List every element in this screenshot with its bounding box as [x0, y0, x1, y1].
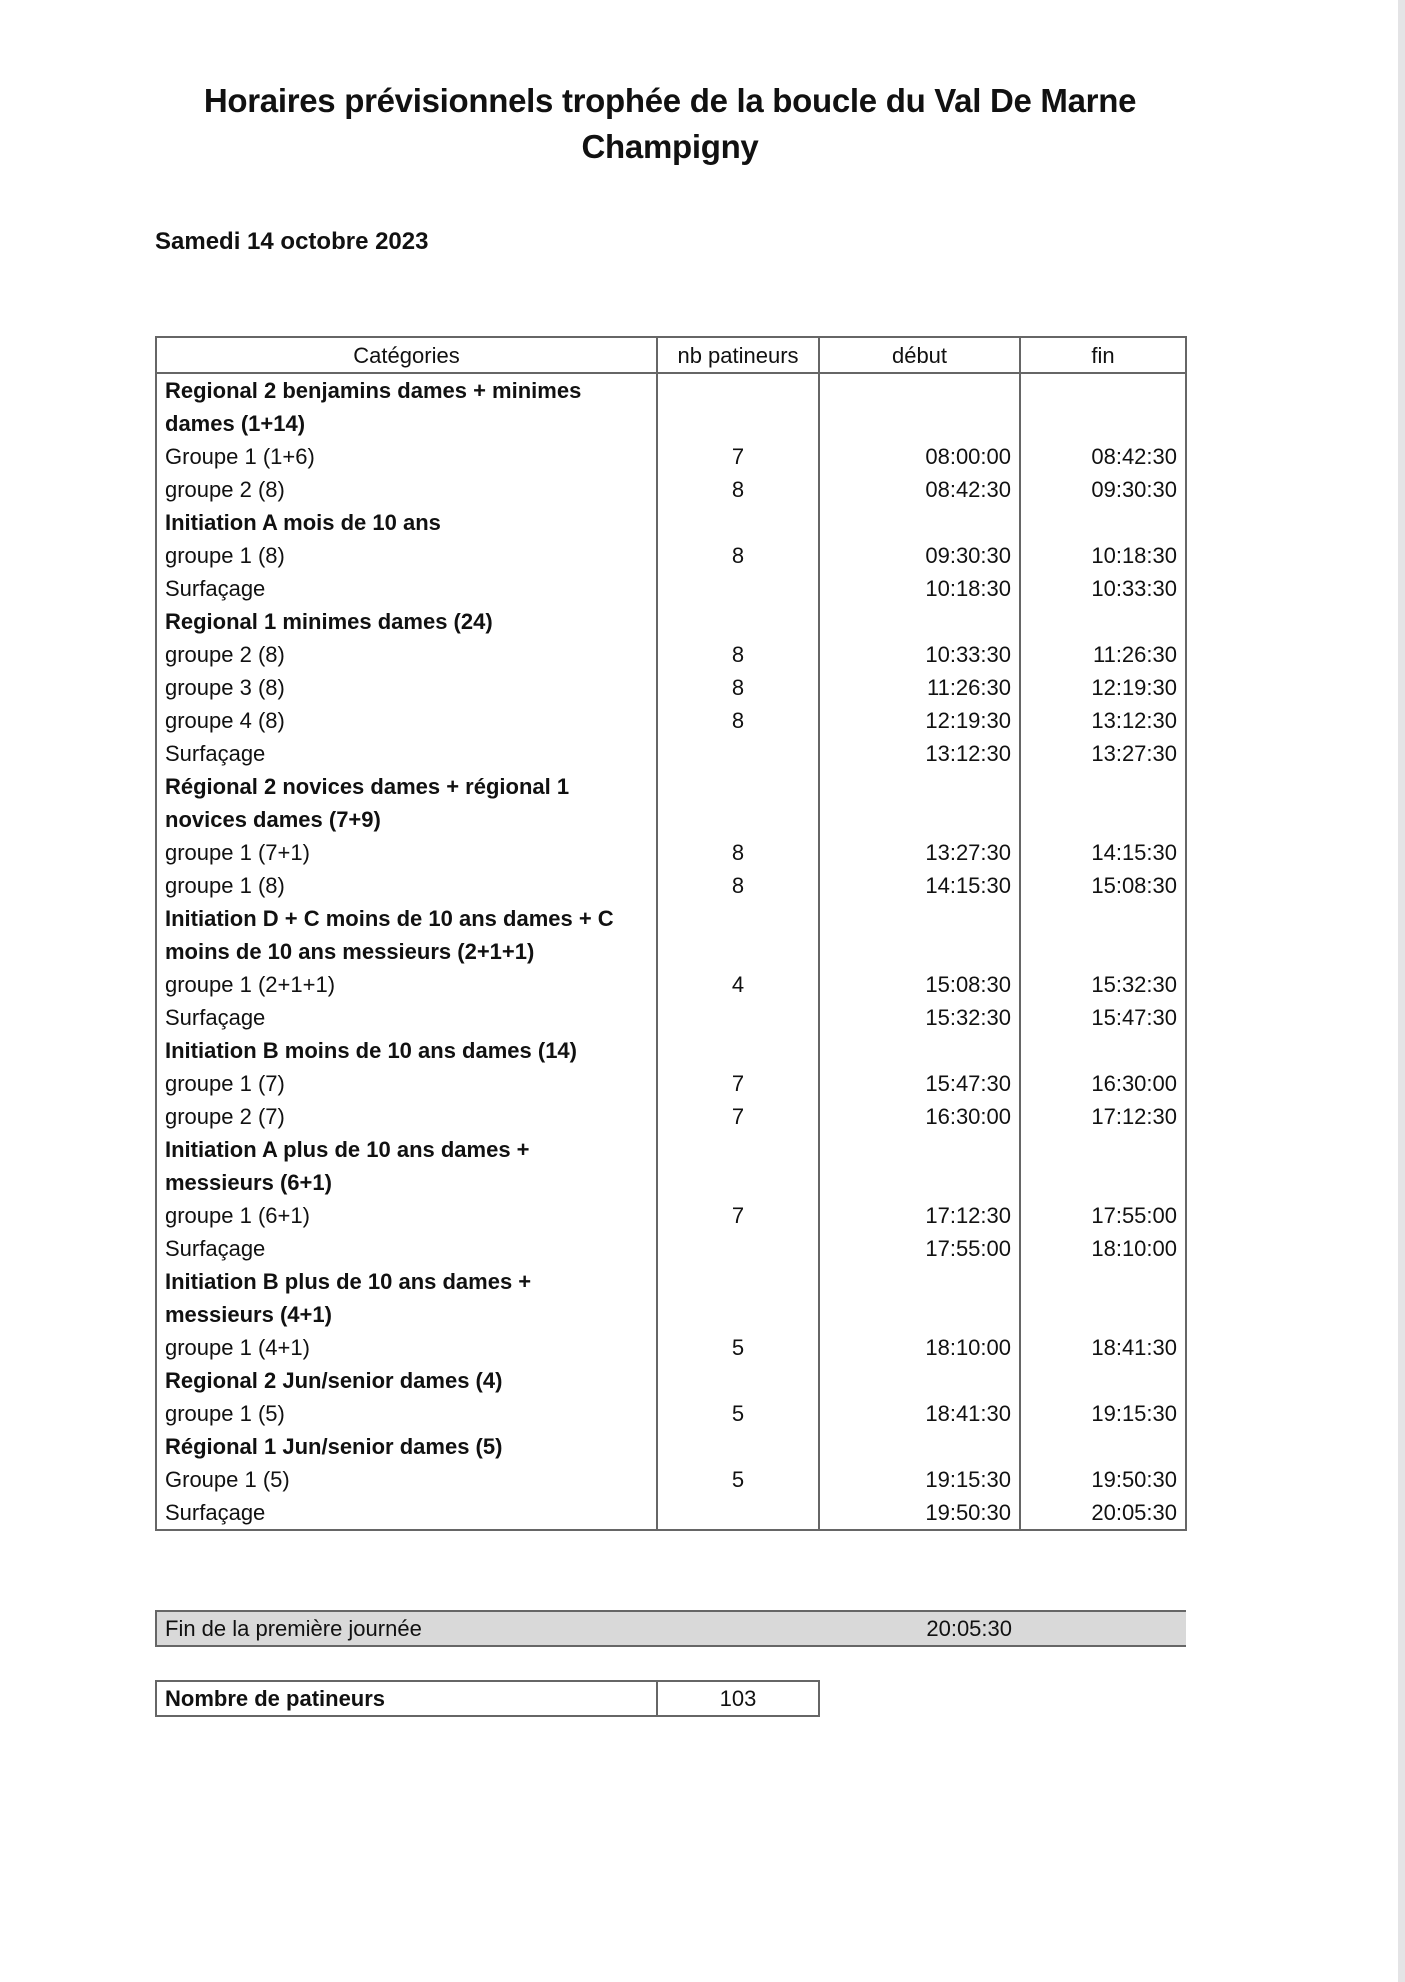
category-cell: Initiation D + C moins de 10 ans dames + C	[156, 902, 657, 935]
nb-patineurs-cell: 8	[657, 473, 819, 506]
debut-cell	[819, 935, 1020, 968]
total-value: 103	[657, 1681, 819, 1716]
category-heading-row	[156, 770, 1186, 803]
nb-patineurs-cell: 4	[657, 968, 819, 1001]
fin-cell: 15:47:30	[1020, 1001, 1186, 1034]
nb-patineurs-cell	[657, 572, 819, 605]
category-cell: Groupe 1 (5)	[156, 1463, 657, 1496]
group-row	[156, 671, 1186, 704]
group-row	[156, 1331, 1186, 1364]
group-row	[156, 1100, 1186, 1133]
group-row	[156, 473, 1186, 506]
header-nb-patineurs: nb patineurs	[657, 337, 819, 373]
group-row	[156, 638, 1186, 671]
nb-patineurs-cell	[657, 1166, 819, 1199]
category-heading-row	[156, 605, 1186, 638]
category-cell: messieurs (4+1)	[156, 1298, 657, 1331]
nb-patineurs-cell: 7	[657, 440, 819, 473]
fin-cell	[1020, 1298, 1186, 1331]
end-of-day-empty-2	[1020, 1611, 1186, 1646]
page-edge-strip	[1398, 0, 1405, 1982]
debut-cell	[819, 1298, 1020, 1331]
end-of-day-time: 20:05:30	[819, 1611, 1020, 1646]
debut-cell	[819, 1265, 1020, 1298]
nb-patineurs-cell: 5	[657, 1463, 819, 1496]
fin-cell	[1020, 373, 1186, 407]
debut-cell: 14:15:30	[819, 869, 1020, 902]
category-cell: Initiation B moins de 10 ans dames (14)	[156, 1034, 657, 1067]
fin-cell: 19:50:30	[1020, 1463, 1186, 1496]
fin-cell	[1020, 770, 1186, 803]
group-row	[156, 869, 1186, 902]
header-categories: Catégories	[156, 337, 657, 373]
fin-cell	[1020, 1166, 1186, 1199]
group-row	[156, 968, 1186, 1001]
category-cell: groupe 3 (8)	[156, 671, 657, 704]
nb-patineurs-cell	[657, 935, 819, 968]
debut-cell: 08:42:30	[819, 473, 1020, 506]
debut-cell	[819, 1034, 1020, 1067]
category-cell: groupe 1 (7+1)	[156, 836, 657, 869]
category-heading-row	[156, 1364, 1186, 1397]
category-cell: messieurs (6+1)	[156, 1166, 657, 1199]
category-cell: Surfaçage	[156, 737, 657, 770]
nb-patineurs-cell: 8	[657, 539, 819, 572]
nb-patineurs-cell	[657, 737, 819, 770]
debut-cell: 11:26:30	[819, 671, 1020, 704]
category-heading-row	[156, 373, 1186, 407]
surfacage-row	[156, 572, 1186, 605]
nb-patineurs-cell	[657, 770, 819, 803]
group-row	[156, 1397, 1186, 1430]
category-heading-row	[156, 1133, 1186, 1166]
nb-patineurs-cell: 7	[657, 1199, 819, 1232]
debut-cell	[819, 506, 1020, 539]
fin-cell: 11:26:30	[1020, 638, 1186, 671]
group-row	[156, 836, 1186, 869]
title-line-1: Horaires prévisionnels trophée de la boucle du Val De Marne	[203, 82, 1137, 119]
nb-patineurs-cell	[657, 1034, 819, 1067]
fin-cell	[1020, 1265, 1186, 1298]
category-heading-row	[156, 1166, 1186, 1199]
category-cell: Regional 2 benjamins dames + minimes	[156, 373, 657, 407]
nb-patineurs-cell: 8	[657, 638, 819, 671]
nb-patineurs-cell: 8	[657, 869, 819, 902]
nb-patineurs-cell	[657, 803, 819, 836]
category-cell: Regional 2 Jun/senior dames (4)	[156, 1364, 657, 1397]
fin-cell: 20:05:30	[1020, 1496, 1186, 1530]
debut-cell: 15:32:30	[819, 1001, 1020, 1034]
schedule-body	[156, 373, 1186, 1530]
schedule-table	[155, 336, 1187, 1531]
debut-cell: 13:27:30	[819, 836, 1020, 869]
fin-cell: 09:30:30	[1020, 473, 1186, 506]
end-of-day-empty	[657, 1611, 819, 1646]
category-cell: Groupe 1 (1+6)	[156, 440, 657, 473]
nb-patineurs-cell	[657, 605, 819, 638]
category-heading-row	[156, 803, 1186, 836]
nb-patineurs-cell	[657, 1430, 819, 1463]
nb-patineurs-cell: 5	[657, 1331, 819, 1364]
debut-cell	[819, 373, 1020, 407]
category-heading-row	[156, 407, 1186, 440]
category-cell: groupe 1 (8)	[156, 869, 657, 902]
debut-cell	[819, 407, 1020, 440]
category-cell: groupe 1 (8)	[156, 539, 657, 572]
category-cell: groupe 2 (8)	[156, 638, 657, 671]
total-table	[155, 1680, 820, 1717]
fin-cell: 10:33:30	[1020, 572, 1186, 605]
nb-patineurs-cell	[657, 902, 819, 935]
debut-cell: 15:08:30	[819, 968, 1020, 1001]
fin-cell: 18:41:30	[1020, 1331, 1186, 1364]
nb-patineurs-cell	[657, 1364, 819, 1397]
group-row	[156, 1199, 1186, 1232]
category-heading-row	[156, 935, 1186, 968]
category-cell: groupe 4 (8)	[156, 704, 657, 737]
header-debut: début	[819, 337, 1020, 373]
fin-cell: 13:27:30	[1020, 737, 1186, 770]
total-label: Nombre de patineurs	[156, 1681, 657, 1716]
debut-cell	[819, 770, 1020, 803]
debut-cell: 17:12:30	[819, 1199, 1020, 1232]
category-cell: Initiation B plus de 10 ans dames +	[156, 1265, 657, 1298]
surfacage-row	[156, 1496, 1186, 1530]
page-title	[155, 78, 1185, 170]
debut-cell: 10:18:30	[819, 572, 1020, 605]
debut-cell	[819, 1133, 1020, 1166]
debut-cell: 18:10:00	[819, 1331, 1020, 1364]
group-row	[156, 440, 1186, 473]
nb-patineurs-cell	[657, 373, 819, 407]
category-cell: Surfaçage	[156, 1496, 657, 1530]
category-heading-row	[156, 902, 1186, 935]
end-of-day-row	[156, 1611, 1186, 1646]
event-date: Samedi 14 octobre 2023	[155, 228, 429, 255]
category-cell: groupe 1 (7)	[156, 1067, 657, 1100]
fin-cell: 15:32:30	[1020, 968, 1186, 1001]
category-cell: Initiation A plus de 10 ans dames +	[156, 1133, 657, 1166]
debut-cell	[819, 1430, 1020, 1463]
category-cell: Initiation A mois de 10 ans	[156, 506, 657, 539]
nb-patineurs-cell	[657, 1298, 819, 1331]
debut-cell	[819, 902, 1020, 935]
debut-cell	[819, 803, 1020, 836]
surfacage-row	[156, 1001, 1186, 1034]
category-heading-row	[156, 1265, 1186, 1298]
debut-cell: 08:00:00	[819, 440, 1020, 473]
nb-patineurs-cell	[657, 506, 819, 539]
category-cell: groupe 1 (6+1)	[156, 1199, 657, 1232]
category-cell: Regional 1 minimes dames (24)	[156, 605, 657, 638]
category-heading-row	[156, 1430, 1186, 1463]
nb-patineurs-cell	[657, 407, 819, 440]
debut-cell: 10:33:30	[819, 638, 1020, 671]
group-row	[156, 1067, 1186, 1100]
fin-cell	[1020, 1364, 1186, 1397]
nb-patineurs-cell: 8	[657, 836, 819, 869]
fin-cell: 12:19:30	[1020, 671, 1186, 704]
category-cell: Surfaçage	[156, 1001, 657, 1034]
nb-patineurs-cell	[657, 1232, 819, 1265]
debut-cell: 09:30:30	[819, 539, 1020, 572]
debut-cell: 15:47:30	[819, 1067, 1020, 1100]
fin-cell	[1020, 407, 1186, 440]
category-cell: moins de 10 ans messieurs (2+1+1)	[156, 935, 657, 968]
debut-cell: 13:12:30	[819, 737, 1020, 770]
surfacage-row	[156, 737, 1186, 770]
debut-cell: 17:55:00	[819, 1232, 1020, 1265]
group-row	[156, 539, 1186, 572]
category-cell: groupe 1 (2+1+1)	[156, 968, 657, 1001]
title-line-2: Champigny	[581, 128, 759, 165]
end-of-day-table	[155, 1610, 1186, 1647]
debut-cell: 18:41:30	[819, 1397, 1020, 1430]
debut-cell: 16:30:00	[819, 1100, 1020, 1133]
fin-cell: 14:15:30	[1020, 836, 1186, 869]
debut-cell	[819, 1166, 1020, 1199]
nb-patineurs-cell: 8	[657, 671, 819, 704]
end-of-day-label: Fin de la première journée	[156, 1611, 657, 1646]
header-fin: fin	[1020, 337, 1186, 373]
fin-cell: 17:12:30	[1020, 1100, 1186, 1133]
nb-patineurs-cell: 7	[657, 1100, 819, 1133]
category-cell: novices dames (7+9)	[156, 803, 657, 836]
fin-cell: 18:10:00	[1020, 1232, 1186, 1265]
fin-cell	[1020, 902, 1186, 935]
category-cell: Surfaçage	[156, 1232, 657, 1265]
debut-cell	[819, 605, 1020, 638]
nb-patineurs-cell	[657, 1133, 819, 1166]
nb-patineurs-cell: 7	[657, 1067, 819, 1100]
category-cell: groupe 2 (7)	[156, 1100, 657, 1133]
debut-cell	[819, 1364, 1020, 1397]
category-cell: groupe 2 (8)	[156, 473, 657, 506]
category-heading-row	[156, 506, 1186, 539]
nb-patineurs-cell	[657, 1496, 819, 1530]
fin-cell	[1020, 1430, 1186, 1463]
fin-cell: 17:55:00	[1020, 1199, 1186, 1232]
fin-cell: 15:08:30	[1020, 869, 1186, 902]
fin-cell: 10:18:30	[1020, 539, 1186, 572]
debut-cell: 19:50:30	[819, 1496, 1020, 1530]
category-heading-row	[156, 1034, 1186, 1067]
category-cell: groupe 1 (4+1)	[156, 1331, 657, 1364]
fin-cell	[1020, 803, 1186, 836]
fin-cell: 08:42:30	[1020, 440, 1186, 473]
surfacage-row	[156, 1232, 1186, 1265]
nb-patineurs-cell: 8	[657, 704, 819, 737]
table-header-row	[156, 337, 1186, 373]
category-cell: groupe 1 (5)	[156, 1397, 657, 1430]
fin-cell: 13:12:30	[1020, 704, 1186, 737]
group-row	[156, 1463, 1186, 1496]
fin-cell	[1020, 605, 1186, 638]
fin-cell	[1020, 935, 1186, 968]
category-cell: dames (1+14)	[156, 407, 657, 440]
nb-patineurs-cell: 5	[657, 1397, 819, 1430]
fin-cell	[1020, 1133, 1186, 1166]
fin-cell	[1020, 1034, 1186, 1067]
nb-patineurs-cell	[657, 1265, 819, 1298]
group-row	[156, 704, 1186, 737]
category-cell: Surfaçage	[156, 572, 657, 605]
category-heading-row	[156, 1298, 1186, 1331]
fin-cell	[1020, 506, 1186, 539]
category-cell: Régional 2 novices dames + régional 1	[156, 770, 657, 803]
fin-cell: 19:15:30	[1020, 1397, 1186, 1430]
total-row	[156, 1681, 819, 1716]
fin-cell: 16:30:00	[1020, 1067, 1186, 1100]
debut-cell: 12:19:30	[819, 704, 1020, 737]
nb-patineurs-cell	[657, 1001, 819, 1034]
debut-cell: 19:15:30	[819, 1463, 1020, 1496]
category-cell: Régional 1 Jun/senior dames (5)	[156, 1430, 657, 1463]
